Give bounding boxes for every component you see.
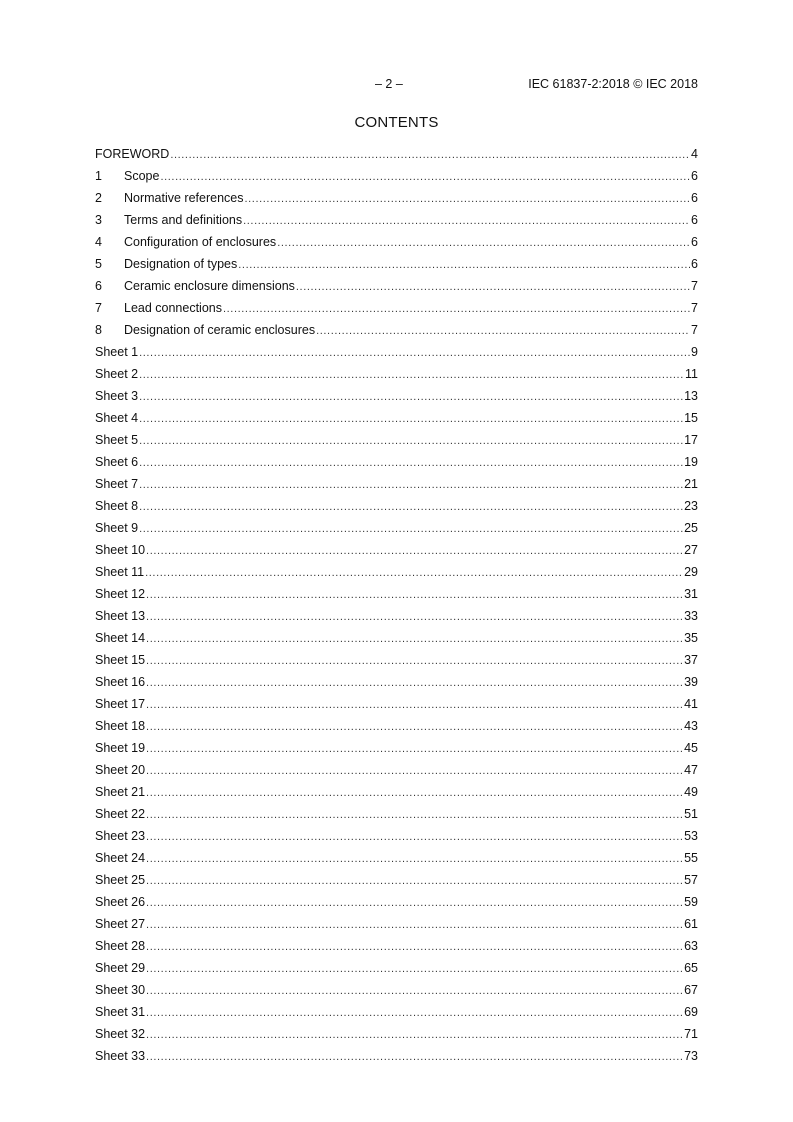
dot-leader bbox=[170, 144, 690, 166]
dot-leader bbox=[139, 408, 683, 430]
dot-leader bbox=[146, 584, 683, 606]
toc-entry[interactable] bbox=[95, 143, 698, 165]
toc-entry-title: Sheet 30 bbox=[95, 983, 146, 997]
toc-entry-title: Sheet 1 bbox=[95, 345, 139, 359]
toc-entry-page: 57 bbox=[684, 873, 698, 887]
standard-reference: IEC 61837-2:2018 © IEC 2018 bbox=[528, 77, 698, 91]
toc-entry[interactable] bbox=[95, 517, 698, 539]
toc-entry-number: 7 bbox=[95, 301, 102, 315]
dot-leader bbox=[146, 914, 683, 936]
page-number: – 2 – bbox=[375, 77, 403, 91]
dot-leader bbox=[146, 1046, 683, 1068]
toc-entry[interactable] bbox=[95, 407, 698, 429]
toc-entry-title: FOREWORD bbox=[95, 147, 170, 161]
toc-entry-title: Sheet 8 bbox=[95, 499, 139, 513]
dot-leader bbox=[146, 782, 683, 804]
toc-entry[interactable] bbox=[95, 539, 698, 561]
toc-entry-page: 49 bbox=[684, 785, 698, 799]
toc-entry[interactable] bbox=[95, 847, 698, 869]
toc-entry-number: 2 bbox=[95, 191, 102, 205]
toc-entry[interactable] bbox=[95, 429, 698, 451]
toc-entry-number: 1 bbox=[95, 169, 102, 183]
toc-entry-page: 55 bbox=[684, 851, 698, 865]
toc-entry-page: 31 bbox=[684, 587, 698, 601]
dot-leader bbox=[277, 232, 690, 254]
toc-entry-title: Sheet 14 bbox=[95, 631, 146, 645]
toc-entry-title: Sheet 16 bbox=[95, 675, 146, 689]
toc-entry-title: Sheet 3 bbox=[95, 389, 139, 403]
toc-entry-page: 69 bbox=[684, 1005, 698, 1019]
toc-entry-page: 67 bbox=[684, 983, 698, 997]
toc-entry-title: Designation of types bbox=[124, 257, 238, 271]
toc-entry-page: 43 bbox=[684, 719, 698, 733]
dot-leader bbox=[146, 672, 683, 694]
toc-entry-number: 4 bbox=[95, 235, 102, 249]
toc-entry-title: Sheet 6 bbox=[95, 455, 139, 469]
dot-leader bbox=[146, 848, 683, 870]
toc-entry-title: Sheet 11 bbox=[95, 565, 145, 579]
toc-entry-page: 17 bbox=[684, 433, 698, 447]
toc-entry-title: Configuration of enclosures bbox=[124, 235, 277, 249]
dot-leader bbox=[139, 474, 683, 496]
toc-entry-page: 73 bbox=[684, 1049, 698, 1063]
toc-entry-page: 35 bbox=[684, 631, 698, 645]
toc-entry[interactable] bbox=[95, 649, 698, 671]
dot-leader bbox=[146, 892, 683, 914]
toc-entry-page: 53 bbox=[684, 829, 698, 843]
dot-leader bbox=[146, 760, 683, 782]
toc-entry-title: Designation of ceramic enclosures bbox=[124, 323, 316, 337]
toc-entry[interactable] bbox=[95, 165, 698, 187]
dot-leader bbox=[146, 826, 683, 848]
toc-entry-title: Lead connections bbox=[124, 301, 222, 315]
toc-entry[interactable] bbox=[95, 737, 698, 759]
toc-entry[interactable] bbox=[95, 825, 698, 847]
toc-entry-page: 47 bbox=[684, 763, 698, 777]
toc-entry[interactable] bbox=[95, 759, 698, 781]
toc-entry-title: Sheet 24 bbox=[95, 851, 146, 865]
toc-entry-title: Sheet 4 bbox=[95, 411, 139, 425]
dot-leader bbox=[160, 166, 690, 188]
toc-entry[interactable] bbox=[95, 495, 698, 517]
toc-entry[interactable] bbox=[95, 627, 698, 649]
dot-leader bbox=[223, 298, 690, 320]
dot-leader bbox=[146, 1002, 683, 1024]
toc-entry[interactable] bbox=[95, 957, 698, 979]
toc-entry-title: Scope bbox=[124, 169, 160, 183]
toc-entry-title: Sheet 10 bbox=[95, 543, 146, 557]
toc-entry-page: 25 bbox=[684, 521, 698, 535]
toc-entry[interactable] bbox=[95, 341, 698, 363]
page-title: CONTENTS bbox=[354, 114, 439, 131]
dot-leader bbox=[243, 210, 690, 232]
toc-entry-title: Sheet 33 bbox=[95, 1049, 146, 1063]
toc-entry-page: 21 bbox=[684, 477, 698, 491]
dot-leader bbox=[146, 650, 683, 672]
dot-leader bbox=[139, 342, 690, 364]
page-header bbox=[95, 76, 698, 92]
toc-entry[interactable] bbox=[95, 473, 698, 495]
toc-entry[interactable] bbox=[95, 253, 698, 275]
dot-leader bbox=[139, 364, 684, 386]
toc-entry[interactable] bbox=[95, 781, 698, 803]
toc-entry[interactable] bbox=[95, 451, 698, 473]
toc-entry-page: 29 bbox=[684, 565, 698, 579]
toc-entry-title: Sheet 2 bbox=[95, 367, 139, 381]
toc-entry-title: Sheet 20 bbox=[95, 763, 146, 777]
toc-entry-number: 3 bbox=[95, 213, 102, 227]
toc-entry[interactable] bbox=[95, 803, 698, 825]
toc-entry[interactable] bbox=[95, 935, 698, 957]
toc-entry-title: Sheet 18 bbox=[95, 719, 146, 733]
toc-entry-title: Sheet 15 bbox=[95, 653, 146, 667]
toc-entry[interactable] bbox=[95, 385, 698, 407]
toc-entry-page: 9 bbox=[691, 345, 698, 359]
toc-entry-title: Sheet 9 bbox=[95, 521, 139, 535]
toc-entry[interactable] bbox=[95, 363, 698, 385]
dot-leader bbox=[146, 694, 683, 716]
toc-entry-page: 45 bbox=[684, 741, 698, 755]
dot-leader bbox=[146, 936, 683, 958]
toc-entry[interactable] bbox=[95, 693, 698, 715]
toc-entry-page: 6 bbox=[691, 235, 698, 249]
toc-entry-title: Sheet 31 bbox=[95, 1005, 146, 1019]
toc-entry[interactable] bbox=[95, 319, 698, 341]
toc-entry-page: 27 bbox=[684, 543, 698, 557]
toc-entry-page: 15 bbox=[684, 411, 698, 425]
toc-entry-title: Sheet 17 bbox=[95, 697, 146, 711]
toc-entry-page: 7 bbox=[691, 279, 698, 293]
dot-leader bbox=[139, 430, 683, 452]
toc-entry-page: 39 bbox=[684, 675, 698, 689]
toc-entry-title: Terms and definitions bbox=[124, 213, 243, 227]
toc-entry-title: Sheet 5 bbox=[95, 433, 139, 447]
toc-entry-title: Sheet 27 bbox=[95, 917, 146, 931]
toc-entry-title: Sheet 7 bbox=[95, 477, 139, 491]
toc-entry-title: Sheet 22 bbox=[95, 807, 146, 821]
toc-entry[interactable] bbox=[95, 671, 698, 693]
toc-entry-page: 6 bbox=[691, 169, 698, 183]
toc-entry-page: 51 bbox=[684, 807, 698, 821]
toc-entry-page: 65 bbox=[684, 961, 698, 975]
toc-entry-page: 7 bbox=[691, 323, 698, 337]
toc-entry-page: 11 bbox=[685, 367, 698, 381]
toc-entry[interactable] bbox=[95, 1001, 698, 1023]
dot-leader bbox=[146, 980, 683, 1002]
dot-leader bbox=[146, 738, 683, 760]
toc-entry-page: 37 bbox=[684, 653, 698, 667]
dot-leader bbox=[139, 386, 683, 408]
toc-entry-title: Sheet 12 bbox=[95, 587, 146, 601]
toc-entry-page: 59 bbox=[684, 895, 698, 909]
toc-entry[interactable] bbox=[95, 913, 698, 935]
toc-entry[interactable] bbox=[95, 1045, 698, 1067]
toc-entry[interactable] bbox=[95, 231, 698, 253]
toc-entry-title: Normative references bbox=[124, 191, 244, 205]
dot-leader bbox=[296, 276, 690, 298]
toc-entry[interactable] bbox=[95, 297, 698, 319]
toc-entry[interactable] bbox=[95, 583, 698, 605]
toc-entry-number: 6 bbox=[95, 279, 102, 293]
toc-entry-title: Sheet 21 bbox=[95, 785, 146, 799]
toc-entry-page: 6 bbox=[691, 191, 698, 205]
dot-leader bbox=[139, 452, 683, 474]
toc-entry-page: 61 bbox=[684, 917, 698, 931]
dot-leader bbox=[316, 320, 690, 342]
toc-entry[interactable] bbox=[95, 869, 698, 891]
dot-leader bbox=[146, 628, 683, 650]
dot-leader bbox=[146, 540, 683, 562]
toc-entry[interactable] bbox=[95, 891, 698, 913]
toc-entry-page: 33 bbox=[684, 609, 698, 623]
toc-entry-title: Sheet 29 bbox=[95, 961, 146, 975]
dot-leader bbox=[146, 870, 683, 892]
toc-entry-page: 19 bbox=[684, 455, 698, 469]
toc-entry[interactable] bbox=[95, 187, 698, 209]
toc-entry-page: 23 bbox=[684, 499, 698, 513]
toc-entry[interactable] bbox=[95, 979, 698, 1001]
toc-entry-number: 5 bbox=[95, 257, 102, 271]
toc-entry[interactable] bbox=[95, 1023, 698, 1045]
toc-entry-page: 7 bbox=[691, 301, 698, 315]
dot-leader bbox=[139, 518, 683, 540]
toc-entry-page: 6 bbox=[691, 213, 698, 227]
toc-entry-title: Sheet 23 bbox=[95, 829, 146, 843]
toc-entry-title: Sheet 19 bbox=[95, 741, 146, 755]
toc-entry-title: Sheet 26 bbox=[95, 895, 146, 909]
toc-entry[interactable] bbox=[95, 715, 698, 737]
toc-entry[interactable] bbox=[95, 605, 698, 627]
dot-leader bbox=[238, 254, 690, 276]
toc-entry-number: 8 bbox=[95, 323, 102, 337]
toc-entry-title: Sheet 28 bbox=[95, 939, 146, 953]
dot-leader bbox=[146, 716, 683, 738]
toc-entry[interactable] bbox=[95, 561, 698, 583]
dot-leader bbox=[146, 1024, 683, 1046]
dot-leader bbox=[145, 562, 683, 584]
toc-entry-title: Sheet 25 bbox=[95, 873, 146, 887]
toc-entry-title: Sheet 13 bbox=[95, 609, 146, 623]
dot-leader bbox=[146, 804, 683, 826]
toc-entry[interactable] bbox=[95, 275, 698, 297]
dot-leader bbox=[139, 496, 683, 518]
toc-entry-page: 71 bbox=[684, 1027, 698, 1041]
toc-entry-page: 41 bbox=[684, 697, 698, 711]
toc-entry-page: 13 bbox=[684, 389, 698, 403]
toc-entry-page: 4 bbox=[691, 147, 698, 161]
toc-entry-page: 63 bbox=[684, 939, 698, 953]
table-of-contents bbox=[95, 143, 698, 1067]
toc-entry-page: 6 bbox=[691, 257, 698, 271]
toc-entry[interactable] bbox=[95, 209, 698, 231]
dot-leader bbox=[146, 958, 683, 980]
toc-entry-title: Ceramic enclosure dimensions bbox=[124, 279, 295, 293]
dot-leader bbox=[245, 188, 691, 210]
toc-entry-title: Sheet 32 bbox=[95, 1027, 146, 1041]
dot-leader bbox=[146, 606, 683, 628]
